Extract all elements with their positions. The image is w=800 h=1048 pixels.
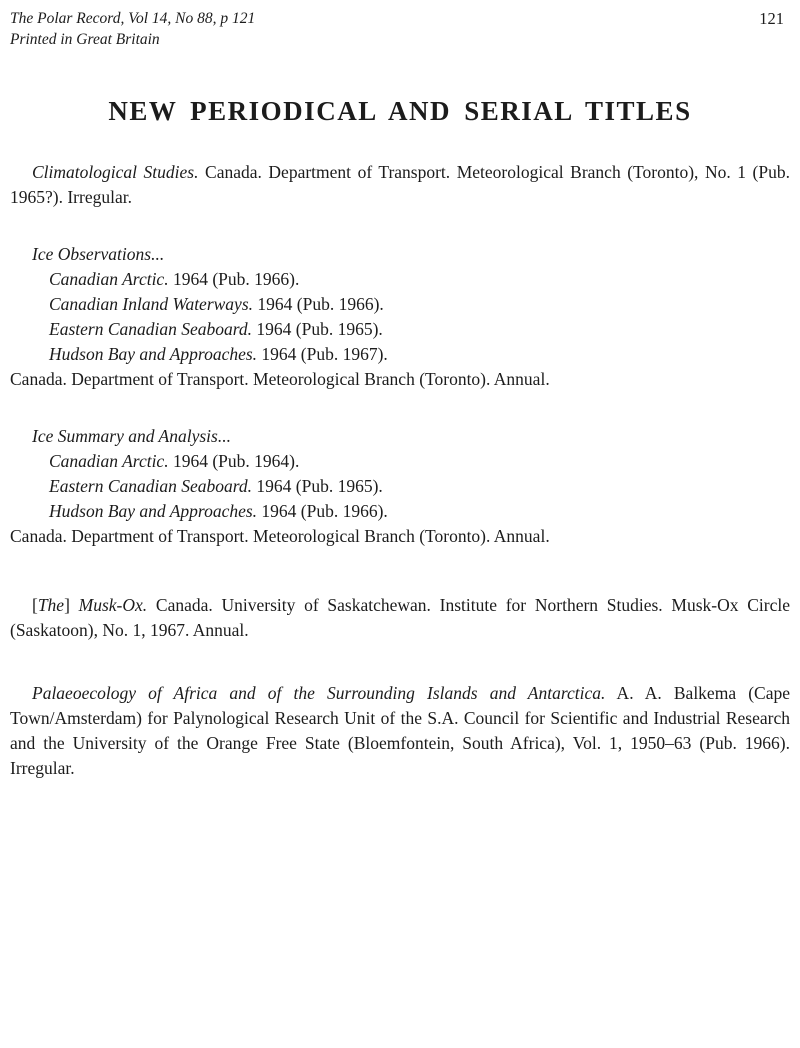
running-head-left (10, 8, 255, 50)
entry-details: 1964 (Pub. 1964). (168, 451, 300, 471)
entry-details: 1964 (Pub. 1966). (257, 501, 388, 521)
serial-title: Hudson Bay and Approaches. (49, 501, 258, 521)
entry-musk-ox (10, 593, 790, 643)
serial-title: Eastern Canadian Seaboard. (49, 319, 253, 339)
series-sub-item (10, 317, 790, 342)
series-sub-item (10, 342, 790, 367)
bracket: ] (64, 595, 79, 615)
article-title: NEW PERIODICAL AND SERIAL TITLES (108, 96, 692, 126)
serial-title: Canadian Inland Waterways. (49, 294, 254, 314)
entry-details: 1964 (Pub. 1965). (252, 319, 383, 339)
entry-details: 1964 (Pub. 1966). (168, 269, 300, 289)
series-sub-item (10, 499, 790, 524)
series-heading: Ice Summary and Analysis... (32, 426, 231, 446)
series-publisher-note: Canada. Department of Transport. Meteorological Branch (Toronto). Annual. (10, 526, 550, 546)
serial-title: Canadian Arctic. (49, 451, 169, 471)
serial-title: Musk-Ox. (78, 595, 148, 615)
printed-in-note: Printed in Great Britain (10, 31, 160, 48)
serial-title: Palaeoecology of Africa and of the Surrounding Islands and Antarctica. (32, 683, 606, 703)
entry-ice-observations (10, 242, 790, 392)
series-publisher-note: Canada. Department of Transport. Meteorological Branch (Toronto). Annual. (10, 369, 550, 389)
serial-title-article: The (37, 595, 65, 615)
entry-palaeoecology (10, 681, 790, 781)
serial-title: Eastern Canadian Seaboard. (49, 476, 253, 496)
series-sub-item (10, 292, 790, 317)
entry-details: Canada. Department of Transport. Meteorological Branch (Toronto), No. 1 (Pub. 1965?). Irregular. (10, 162, 790, 207)
entry-ice-summary-and-analysis (10, 424, 790, 549)
series-sub-item (10, 449, 790, 474)
serial-title: Hudson Bay and Approaches. (49, 344, 258, 364)
entry-details: Canada. University of Saskatchewan. Institute for Northern Studies. Musk-Ox Circle (Saskatoon), No. 1, 1967. Annual. (10, 595, 790, 640)
journal-citation: The Polar Record, Vol 14, No 88, p 121 (10, 10, 256, 27)
page-number: 121 (759, 9, 784, 28)
bracket: [ (32, 595, 38, 615)
series-sub-item (10, 267, 790, 292)
serial-title: Climatological Studies. (32, 162, 199, 182)
entry-details: A. A. Balkema (Cape Town/Amsterdam) for Palynological Research Unit of the S.A. Council for Scientific and Industrial Research and the University of the Orange Free State (Bloemfontein, South Africa), Vol. 1, 1950–63 (Pub. 1966). Irregular. (10, 683, 791, 778)
series-sub-item (10, 474, 790, 499)
series-heading: Ice Observations... (32, 244, 165, 264)
entry-climatological-studies (10, 160, 790, 210)
entry-details: 1964 (Pub. 1966). (253, 294, 384, 314)
serial-title: Canadian Arctic. (49, 269, 169, 289)
entry-details: 1964 (Pub. 1967). (257, 344, 388, 364)
running-head (10, 8, 790, 50)
entry-details: 1964 (Pub. 1965). (252, 476, 383, 496)
